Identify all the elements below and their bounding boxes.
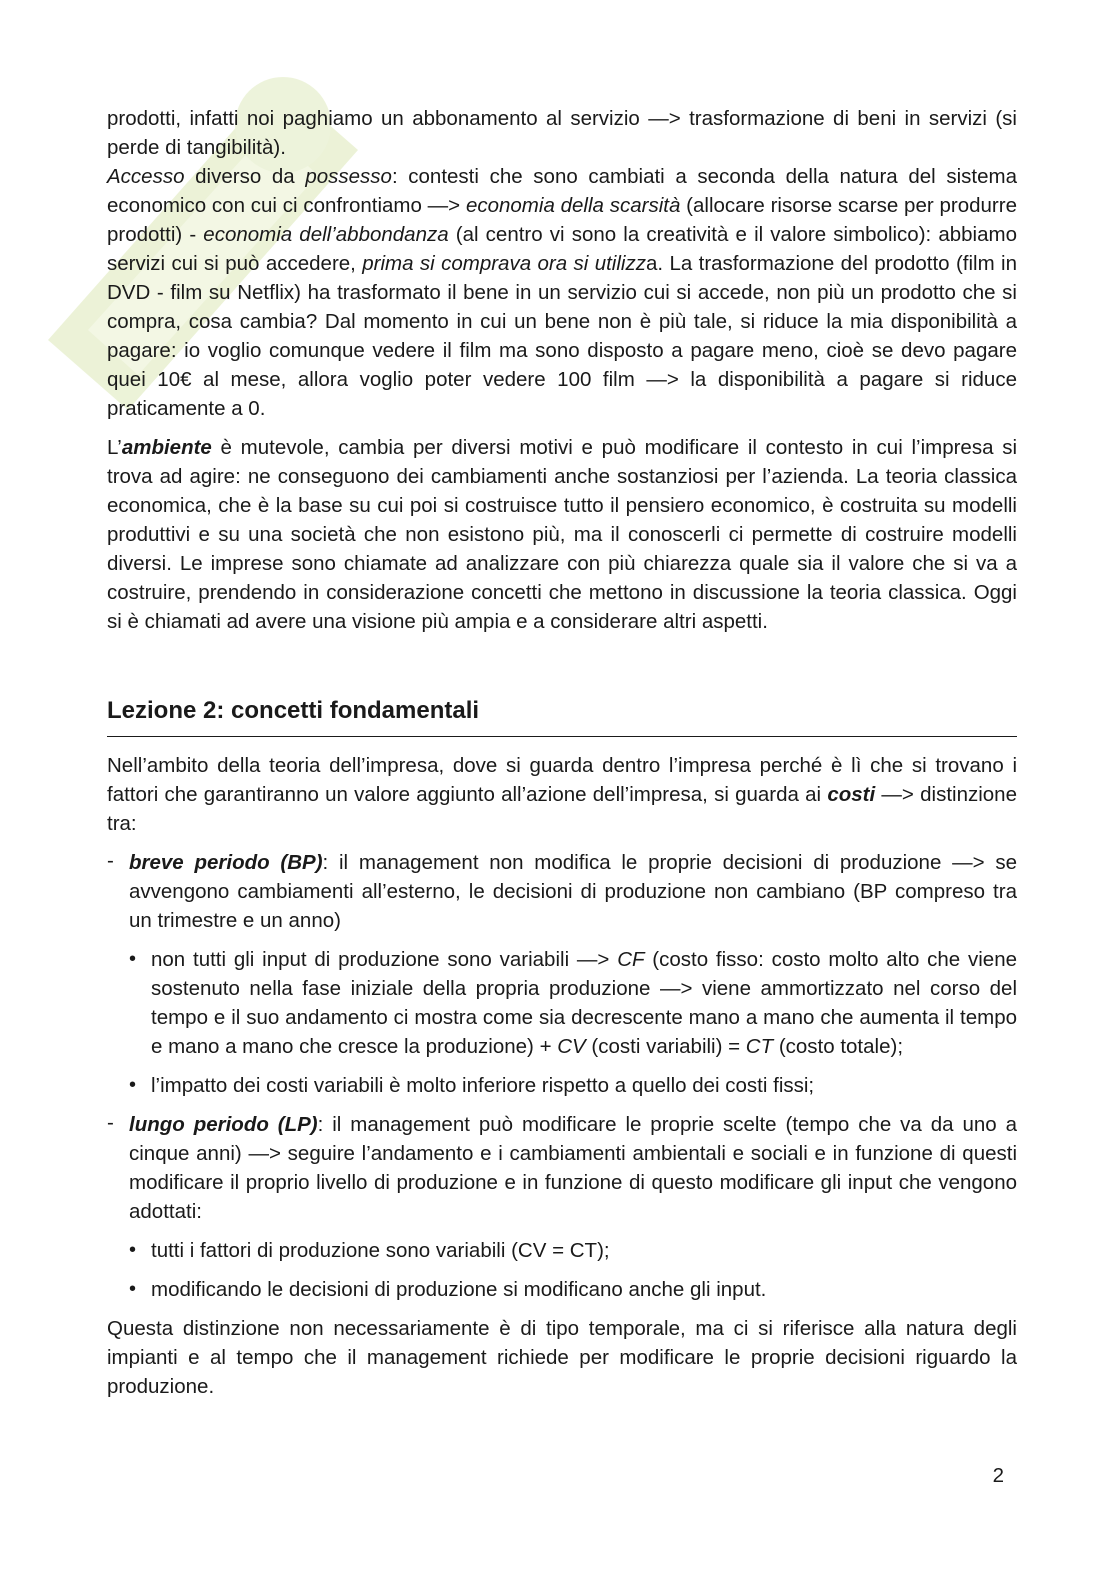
dot-bullet: •	[129, 1278, 137, 1300]
dot-bullet: •	[129, 1074, 137, 1096]
page-number: 2	[992, 1464, 1004, 1487]
list-item-breve-periodo: - breve periodo (BP): il management non modifica le proprie decisioni di produzione —> se avvengono cambiamenti all’esterno, le decisioni di produzione non cambiano (BP compreso tra un trimestre e un anno) • non tutti gli input di produzione sono variabili —> CF (costo fisso: costo molto alto che viene sostenuto nella fase iniziale della propria produzione —> viene ammortizzato nel corso del tempo e il suo andamento ci mostra come sia decrescente mano a mano che aumenta il tempo e mano a mano che cresce la produzione) + CV (costi variabili) = CT (costo totale); • l’impatto dei costi variabili è molto inferiore rispetto a quello dei costi fissi;	[107, 848, 1017, 1100]
list-item: • l’impatto dei costi variabili è molto inferiore rispetto a quello dei costi fissi;	[129, 1071, 1017, 1100]
dot-bullet: •	[129, 948, 137, 970]
lungo-periodo-sublist	[129, 1236, 1017, 1304]
list-item: • tutti i fattori di produzione sono variabili (CV = CT);	[129, 1236, 1017, 1265]
paragraph-ambiente: L’ambiente è mutevole, cambia per diversi motivi e può modificare il contesto in cui l’impresa si trova ad agire: ne conseguono dei cambiamenti anche sostanziosi per l’azienda. La teoria classica economica, che è la base su cui poi si costruisce tutto il pensiero economico, è costruita su modelli produttivi e su una società che non esistono più, ma il conoscerli ci permette di costruire modelli diversi. Le imprese sono chiamate ad analizzare con più chiarezza quale sia il valore che si va a costruire, prendendo in considerazione concetti che mettono in discussione la teoria classica. Oggi si è chiamati ad avere una visione più ampia e a considerare altri aspetti.	[107, 436, 1017, 633]
paragraph-lead: Nell’ambito della teoria dell’impresa, dove si guarda dentro l’impresa perché è lì che si trovano i fattori che garantiranno un valore aggiunto all’azione dell’impresa, si guarda ai costi —> distinzione tra:	[107, 754, 1017, 835]
dot-bullet: •	[129, 1239, 137, 1261]
paragraph-closing: Questa distinzione non necessariamente è di tipo temporale, ma ci si riferisce alla natura degli impianti e al tempo che il management richiede per modificare le proprie decisioni riguardo la produzione.	[107, 1317, 1017, 1398]
period-list	[107, 848, 1017, 1304]
section-heading: Lezione 2: concetti fondamentali	[107, 696, 1017, 737]
list-item: • non tutti gli input di produzione sono variabili —> CF (costo fisso: costo molto alto che viene sostenuto nella fase iniziale della propria produzione —> viene ammortizzato nel corso del tempo e il suo andamento ci mostra come sia decrescente mano a mano che aumenta il tempo e mano a mano che cresce la produzione) + CV (costi variabili) = CT (costo totale);	[129, 945, 1017, 1061]
paragraph-accesso: Accesso diverso da possesso: contesti che sono cambiati a seconda della natura del sistema economico con cui ci confrontiamo —> economia della scarsità (allocare risorse scarse per produrre prodotti) - economia dell’abbondanza (al centro vi sono la creatività e il valore simbolico): abbiamo servizi cui si può accedere, prima si comprava ora si utilizza. La trasformazione del prodotto (film in DVD - film su Netflix) ha trasformato il bene in un servizio cui si accede, non più un prodotto che si compra, cosa cambia? Dal momento in cui un bene non è più tale, si riduce la mia disponibilità a pagare: io voglio comunque vedere il film ma sono disposto a pagare meno, cioè se devo pagare quei 10€ al mese, allora voglio poter vedere 100 film —> la disponibilità a pagare si riduce praticamente a 0.	[107, 165, 1018, 420]
list-item: • modificando le decisioni di produzione si modificano anche gli input.	[129, 1275, 1017, 1304]
document-page	[107, 104, 1017, 1401]
dash-bullet: -	[107, 849, 114, 872]
list-item-lungo-periodo: - lungo periodo (LP): il management può modificare le proprie scelte (tempo che va da uno a cinque anni) —> seguire l’andamento e i cambiamenti ambientali e sociali e in funzione di questi modificare il proprio livello di produzione e in funzione di questo modificare gli input che vengono adottati: • tutti i fattori di produzione sono variabili (CV = CT); • modificando le decisioni di produzione si modificano anche gli input.	[107, 1110, 1017, 1304]
paragraph-intro: prodotti, infatti noi paghiamo un abbonamento al servizio —> trasformazione di beni in servizi (si perde di tangibilità).	[107, 107, 1017, 159]
breve-periodo-sublist	[129, 945, 1017, 1100]
dash-bullet: -	[107, 1111, 114, 1134]
